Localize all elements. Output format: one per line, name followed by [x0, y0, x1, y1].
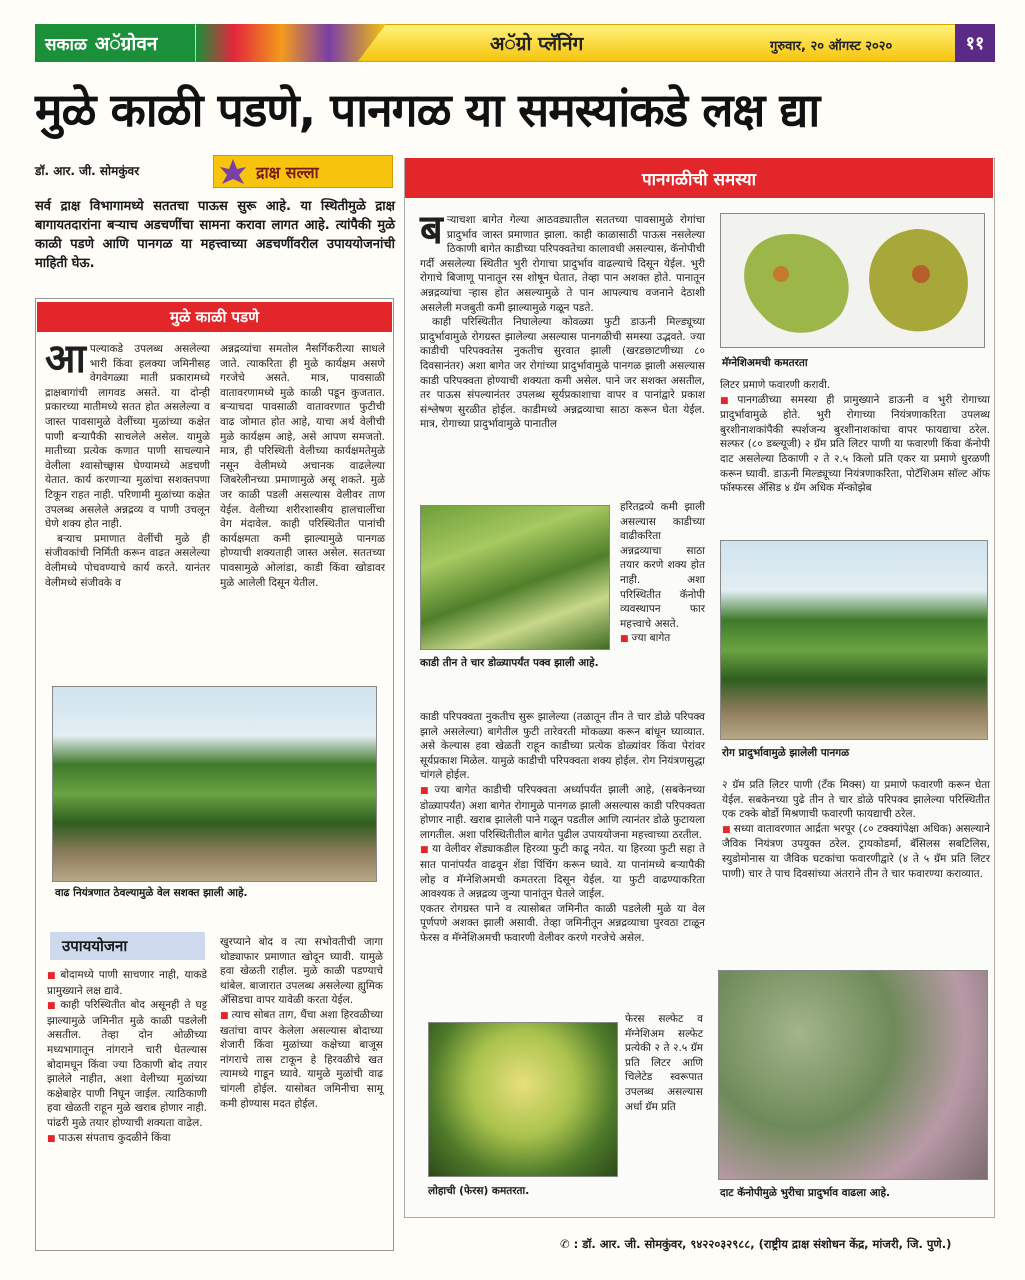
iron-deficiency-photo: [428, 1022, 618, 1177]
paragraph: काही परिस्थितीत निघालेल्या कोवळ्या फुटी डाऊनी मिल्ड्यूच्या प्रादुर्भावामुळे रोगग्रस्त झालेल्या असल्यास पानगळीची समस्या उद्भवते. ज्या काडीची परिपक्वतेस नुकतीच सुरवात झाली (खरडछाटणीच्या ८० दिवसानंतर) अशा बागेत जर रोगांच्या प्रादुर्भावामुळे पानगळ झाली असल्यास काडी परिपक्वता होण्याची शक्यता कमी असेल. पाने जर सशक्त असतील, तर पाऊस संपल्यानंतर उपलब्ध सूर्यप्रकाशाचा वापर व पानांद्वारे प्रकाश संश्लेषण सुरळीत होईल. काडीमध्ये अन्नद्रव्याचा साठा करून घेता येईल. मात्र, रोगाच्या प्रादुर्भावामुळे पानातील: [420, 316, 705, 431]
drop-cap: ब: [420, 207, 443, 253]
paragraph: लिटर प्रमाणे फवारणी करावी.: [720, 379, 831, 391]
right-narrow-text: हरितद्रव्ये कमी झाली असल्यास काडीच्या वाढीकरिता अन्नद्रव्याचा साठा तयार करणे शक्य होत नाही. अशा परिस्थितीत कॅनोपी व्यवस्थापन फार महत्त्वाचे असते. ■ ज्या बागेत: [620, 501, 705, 645]
column-tag: द्राक्ष सल्ला: [213, 155, 393, 188]
photo-caption: वाढ नियंत्रणात ठेवल्यामुळे वेल सशक्त झाली आहे.: [55, 887, 248, 899]
grape-leaf-icon: [218, 155, 248, 188]
right-col-2-top: [720, 378, 990, 496]
list-item: ■ बोदामध्ये पाणी साचणार नाही, याकडे प्रामुख्याने लक्ष द्यावे.: [47, 969, 207, 997]
logo-sakal: सकाळ: [45, 34, 87, 55]
list-item: ■ काही परिस्थितीत बोद असूनही ते घट्ट झाल्यामुळे जमिनीत मुळे काळी पडलेली असतील. तेव्हा दोन ओळीच्या मध्यभागातून नांगराने चारी घेतल्यास बोदामधून किंवा ज्या ठिकाणी बोद तयार झालेले नाहीत, अशा वेलीच्या मुळांच्या कक्षेबाहेर पाणी निघून जाईल. त्याठिकाणी हवा खेळती राहून मुळे खराब होणार नाही. पांढरी मुळे तयार होण्याची शक्यता वाढेल.: [47, 999, 207, 1129]
remedies-col-2: [220, 935, 383, 1111]
headline: मुळे काळी पडणे, पानगळ या समस्यांकडे लक्ष द्या: [35, 83, 820, 137]
paragraph: ऱ्याचशा बागेत गेल्या आठवड्यातील सततच्या पावसामुळे रोगांचा प्रादुर्भाव जास्त प्रमाणात झाला. काही काळासाठी पाऊस नसलेल्या ठिकाणी बागेत काडीच्या परिपक्वतेचा कालावधी असल्यास, कॅनोपीची गर्दी असलेल्या स्थितीत भुरी रोगाचा प्रादुर्भाव वाढल्याचे दिसून येईल. भुरी रोगाचे बिजाणू पानातून रस शोषून घेतात, तेव्हा पान अशक्त होते. पानातून अन्नद्रव्यांचा ऱ्हास होत असल्यामुळे ते पान आपल्याच वजनाने देठाशी असलेली मजबुती कमी झाल्यामुळे गळून पडते.: [420, 214, 705, 314]
section-title-black-roots: मुळे काळी पडणे: [37, 302, 392, 332]
remedies-col-1: [47, 968, 207, 1146]
section-title-leaf-fall: पानगळीची समस्या: [405, 158, 993, 198]
left-col-2: [220, 342, 385, 590]
author-footer: [560, 1237, 951, 1252]
paragraph: खुरप्याने बोद व त्या सभोवतीची जागा थोड्याफार प्रमाणात खोदून घ्यावी. यामुळे हवा खेळती राहील. मुळे काळी पडण्याचे थांबेल. बाजारात उपलब्ध असलेल्या ह्युमिक ॲसिडचा वापर यावेळी करता येईल.: [220, 936, 383, 1007]
list-item: ■ या वेलीवर शेंड्याकडील हिरव्या फुटी काढू नयेत. या हिरव्या फुटी सहा ते सात पानांपर्यंत वाढवून शेंडा पिंचिंग करून घ्यावे. या पानांमध्ये बऱ्यापैकी लोह व मॅग्नेशिअमची कमतरता दिसून येईल. या फुटी वाढण्याकरिता आवश्यक ते अन्नद्रव्य जुन्या पानांतून घेतले जाईल.: [420, 843, 705, 901]
right-col-1-top: [420, 207, 705, 432]
list-item: ■ सध्या वातावरणात आर्द्रता भरपूर (८० टक्क्यांपेक्षा अधिक) असल्याने जैविक नियंत्रण उपयुक्त ठरेल. ट्रायकोडर्मा, बॅसिलस सबटिलिस, स्युडोमोनास या जैविक घटकांचा फवारणीद्वारे (४ ते ५ ग्रॅम प्रति लिटर पाणी) चार ते पाच दिवसांच्या अंतराने तीन ते चार फवारण्या कराव्यात.: [722, 822, 990, 880]
paragraph: एकतर रोगग्रस्त पाने व त्यासोबत जमिनीत काळी पडलेली मुळे या वेल पूर्णपणे अशक्त झाली असावी. तेव्हा जमिनीतून अन्नद्रव्याचा पुरवठा टाळून फेरस व मॅग्नेशिअमची फवारणी वेलीवर करणे गरजेचे असेल.: [420, 902, 705, 944]
list-item: ■ पानगळीच्या समस्या ही प्रामुख्याने डाऊनी व भुरी रोगाच्या प्रादुर्भावामुळे होते. भुरी रोगाच्या नियंत्रणाकरिता उपलब्ध बुरशीनाशकांपैकी स्पर्शजन्य बुरशीनाशकांचा वापर फायद्याचा ठरेल. सल्फर (८० डब्ल्यूजी) २ ग्रॅम प्रति लिटर पाणी या फवारणी किंवा कॅनोपी दाट असलेल्या ठिकाणी २ ते २.५ किलो प्रति एकर या प्रमाणे धुरळणी करून घ्यावी. डाऊनी मिल्ड्यूच्या नियंत्रणाकरिता, पोटॅशिअम सॉल्ट ऑफ फॉस्फरस ॲसिड ४ ग्रॅम अधिक मॅन्कोझेब: [720, 393, 990, 495]
drop-cap: आ: [45, 336, 86, 382]
left-col-1: [45, 336, 210, 590]
paragraph: २ ग्रॅम प्रति लिटर पाणी (टँक मिक्स) या प्रमाणे फवारणी करून घेता येईल. सबकेनच्या पुढे तीन ते चार डोळे परिपक्व झालेल्या परिस्थितीत एक टक्के बोर्डो मिश्रणाची फवारणी फायद्याची ठरेल.: [722, 779, 990, 821]
photo-caption: लोहाची (फेरस) कमतरता.: [428, 1185, 530, 1197]
list-item: ■ पाऊस संपताच कुदळीने किंवा: [47, 1131, 171, 1144]
author-name: डॉ. आर. जी. सोमकुंवर: [35, 164, 140, 178]
section-name: अॅग्रो प्लॅनिंग: [490, 33, 584, 55]
footer-text: डॉ. आर. जी. सोमकुंवर, ९४२२०३२९८८, (राष्ट्रीय द्राक्ष संशोधन केंद्र, मांजरी, जि. पुणे.): [582, 1237, 952, 1251]
paragraph: बऱ्याच प्रमाणात वेलींची मुळे ही संजीवकांची निर्मिती करून वाढत असलेल्या वेलीमध्ये पोचवण्याचे कार्य करते. यानंतर वेलीमध्ये संजीवके व: [45, 532, 210, 589]
leaf-icon: [721, 214, 985, 348]
logo-agrowon: अॅग्रोवन: [94, 33, 158, 55]
header-decoration: [196, 24, 386, 62]
remedies-title: उपाययोजना: [50, 932, 205, 960]
leaf-fall-photo: [720, 540, 988, 740]
list-item: ■ ज्या बागेत काडीची परिपक्वता अर्ध्यापर्यंत झाली आहे, (सबकेनच्या डोळ्यापर्यंत) अशा बागेत रोगामुळे पानगळ झाली असल्यास काडी परिपक्वता होणार नाही. खराब झालेली पाने गळून पडतील आणि त्यानंतर डोळे फुटायला लागतील. अशा परिस्थितीतील बागेत पुढील उपाययोजना महत्त्वाच्या ठरतील.: [420, 783, 705, 841]
newspaper-logo: [35, 24, 195, 62]
paragraph: काडी परिपक्वता नुकतीच सुरू झालेल्या (तळातून तीन ते चार डोळे परिपक्व झाले असलेल्या) बागेतील फुटी तारेवरती मोकळ्या करून बांधून घ्याव्यात. असे केल्यास हवा खेळती राहून काडीच्या प्रत्येक डोळ्यांवर किंवा पेरांवर सूर्यप्रकाश मिळेल. यामुळे काडीची परिपक्वता शक्य होईल. रोग नियंत्रणसुद्धा चांगले होईल.: [420, 711, 705, 782]
right-col-2-mid: [722, 778, 990, 881]
cane-maturity-photo: [420, 505, 610, 650]
phone-icon: ✆ :: [560, 1237, 583, 1251]
photo-caption: मॅग्नेशिअमची कमतरता: [722, 357, 808, 369]
photo-caption: रोग प्रादुर्भावामुळे झालेली पानगळ: [722, 747, 850, 759]
list-item: ■ त्याच सोबत ताग, धैंचा अशा हिरवळीच्या खतांचा वापर केलेला असल्यास बोदाच्या शेजारी किंवा मुळांच्या कक्षेच्या बाजूस नांगराचे तास टाकून हे हिरवळीचे खत त्यामध्ये गाडून घ्यावे. यामुळे मुळांची वाढ चांगली होईल. यासोबत जमिनीचा सामू कमी होण्यास मदत होईल.: [220, 1008, 383, 1110]
right-narrow-text-2: फेरस सल्फेट व मॅग्नेशिअम सल्फेट प्रत्येकी २ ते २.५ ग्रॅम प्रति लिटर आणि चिलेटेड स्वरूपात उपलब्ध असल्यास अर्धा ग्रॅम प्रति: [625, 1013, 703, 1113]
intro-paragraph: सर्व द्राक्ष विभागामध्ये सततचा पाऊस सुरू आहे. या स्थितीमुळे द्राक्ष बागायतदारांना बऱ्याच अडचणींचा सामना करावा लागत आहे. त्यांपैकी मुळे काळी पडणे आणि पानगळ या महत्त्वाच्या अडचणींवरील उपाययोजनांची माहिती घेऊ.: [35, 199, 395, 271]
photo-caption: काडी तीन ते चार डोळ्यापर्यंत पक्व झाली आहे.: [420, 657, 599, 669]
right-col-1-mid: [420, 710, 705, 946]
date-line: गुरुवार, २० ऑगस्ट २०२०: [770, 39, 893, 54]
paragraph: अन्नद्रव्यांचा समतोल नैसर्गिकरीत्या साधले जाते. त्याकरिता ही मुळे कार्यक्षम असणे गरजेचे असते. मात्र, पावसाळी वातावरणामध्ये मुळे काळी पडून कुजतात. बऱ्याचदा पावसाळी वातावरणात फुटीची वाढ जोमात होत आहे, याचा अर्थ वेलीची मुळे कार्यक्षम आहे, असे आपण समजतो. मात्र, ही परिस्थिती वेलीच्या कार्यक्षमतेमुळे नसून वेलीमध्ये अचानक वाढलेल्या जिबरेलीनच्या प्रमाणामुळे असू शकते. मुळे जर काळी पडली असल्यास वेलीवर ताण येईल. वेलीच्या शरीरशास्त्रीय हालचालींचा वेग मंदावेल. काही परिस्थितीत पानांची कार्यक्षमता कमी झाल्यामुळे पानगळ होण्याची शक्यताही जास्त असेल. सततच्या पावसामुळे ओलांडा, काडी किंवा खोडावर मुळे आलेली दिसून येतील.: [220, 343, 385, 589]
vineyard-photo: [52, 686, 377, 882]
photo-caption: दाट कॅनोपीमुळे भुरीचा प्रादुर्भाव वाढला आहे.: [720, 1187, 891, 1199]
paragraph: पल्याकडे उपलब्ध असलेल्या भारी किंवा हलक्या जमिनीसह वेगवेगळ्या माती प्रकारामध्ये द्राक्षबागांची लागवड असते. या दोन्ही प्रकारच्या मातीमध्ये सतत होत असलेल्या व जास्त पावसामुळे वेलींच्या मुळांच्या कक्षेत पाणी बऱ्यापैकी साचलेले असेल. यामुळे मातीच्या प्रत्येक कणात पाणी साचल्याने वेलीला श्वासोच्छ्वास घेण्यामध्ये अडचणी येतात. कार्य करणाऱ्या मुळांचा सशक्तपणा टिकून राहत नाही. परिणामी मुळांच्या कक्षेत उपलब्ध असलेले अन्नद्रव्य व पाणी उचलून घेणे शक्य होत नाही.: [45, 343, 210, 531]
page-number: ११: [955, 24, 995, 62]
magnesium-deficiency-photo: [720, 213, 985, 348]
dense-canopy-photo: [718, 970, 988, 1180]
